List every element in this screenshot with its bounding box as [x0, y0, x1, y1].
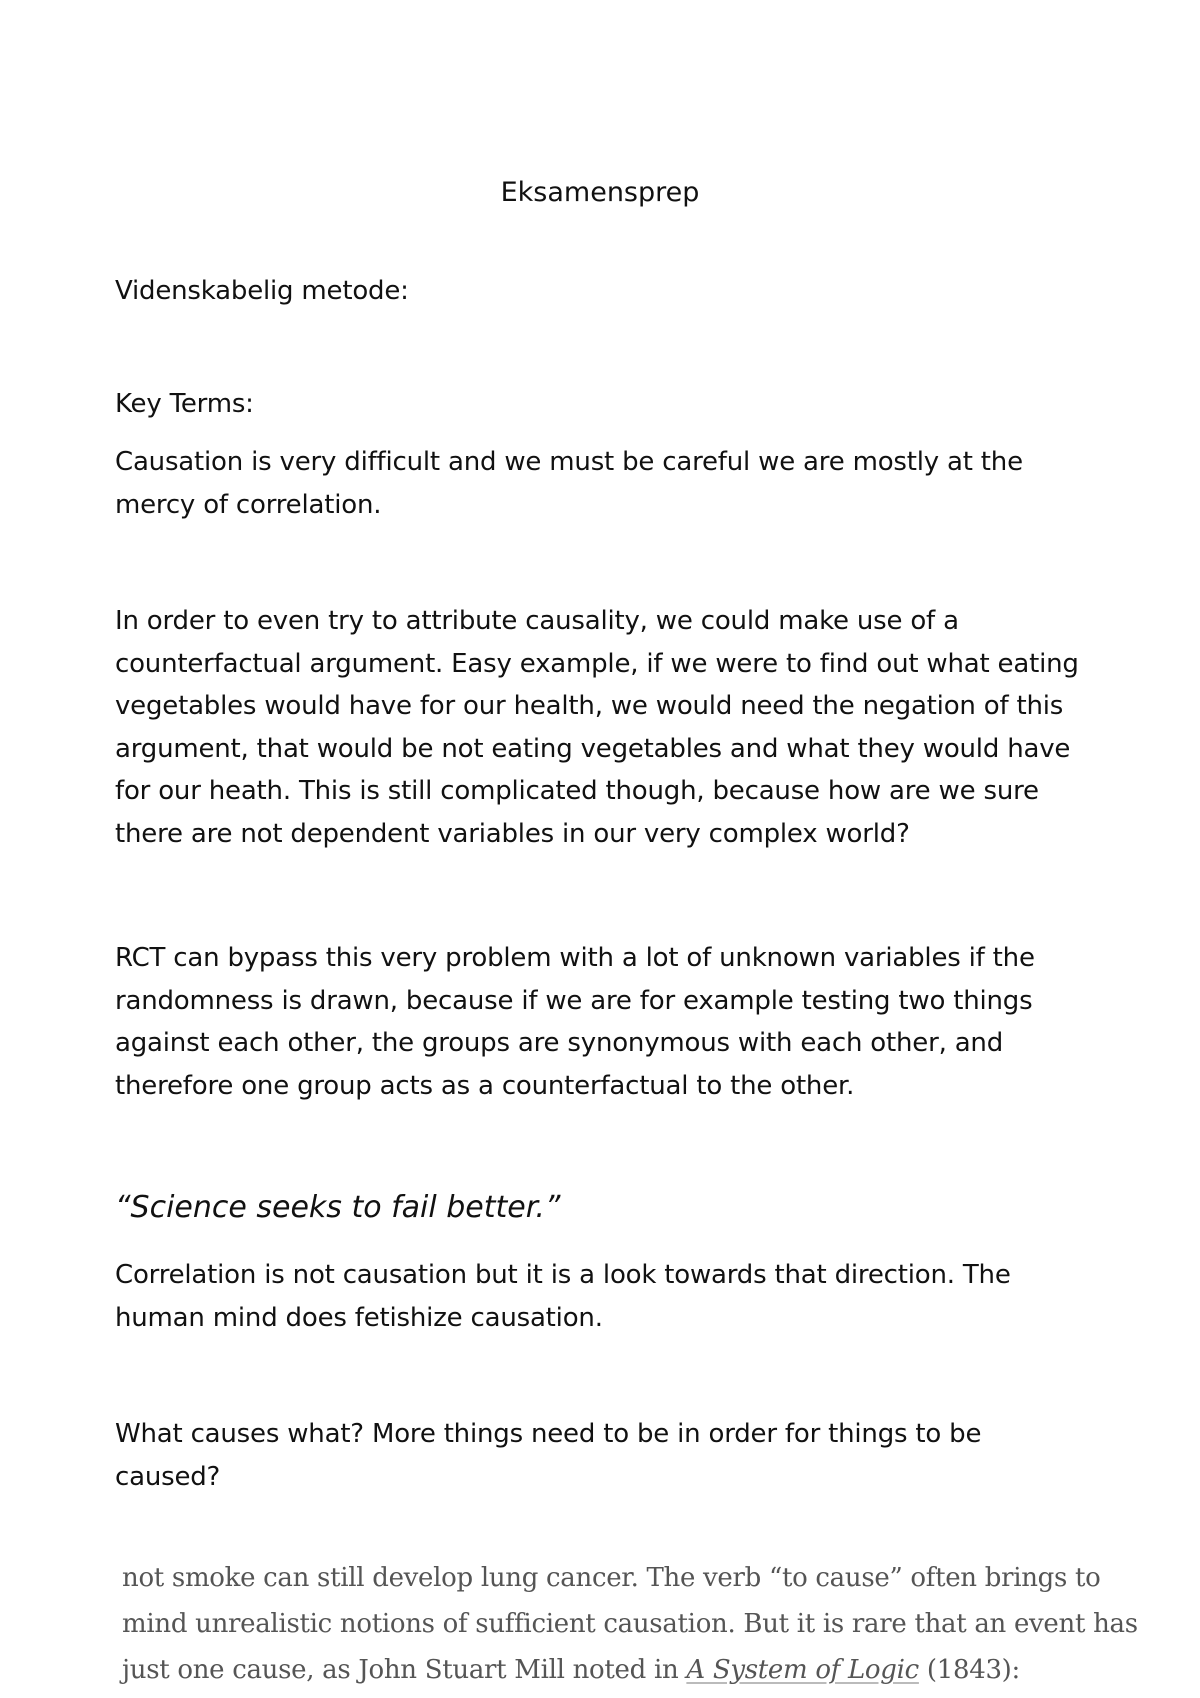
excerpt-line-3-suffix: (1843):	[918, 1655, 1020, 1685]
paragraph-counterfactual: In order to even try to attribute causality, we could make use of a counterfactual argument. Easy example, if we were to find out what eating vegetables would have for our health, we would need the negation of this argument, that would be not eating vegetables and what they would have for our heath. This is still complicated though, because how are we sure there are not dependent variables in our very complex world?	[115, 606, 1079, 849]
excerpt-line-3-prefix: just one cause, as John Stuart Mill noted in	[122, 1655, 687, 1685]
paragraph-rct: RCT can bypass this very problem with a lot of unknown variables if the randomness is drawn, because if we are for example testing two things against each other, the groups are synonymous with each other, and therefore one group acts as a counterfactual to the other.	[115, 943, 1035, 1101]
book-title-link[interactable]: A System of Logic	[686, 1655, 919, 1685]
key-terms-heading: Key Terms:	[115, 389, 254, 419]
paragraph-causation: Causation is very difficult and we must be careful we are mostly at the mercy of correlation.	[115, 447, 1023, 520]
section-heading: Videnskabelig metode:	[115, 276, 409, 306]
excerpt-line-3	[122, 1647, 1192, 1693]
book-excerpt	[122, 1555, 1192, 1693]
excerpt-line-1: not smoke can still develop lung cancer. The verb “to cause” often brings to	[122, 1563, 1101, 1593]
quote: “Science seeks to fail better.”	[115, 1190, 561, 1225]
excerpt-line-2: mind unrealistic notions of sufficient causation. But it is rare that an event has	[122, 1609, 1138, 1639]
paragraph-correlation: Correlation is not causation but it is a look towards that direction. The human mind does fetishize causation.	[115, 1260, 1011, 1333]
paragraph-question: What causes what? More things need to be in order for things to be caused?	[115, 1419, 982, 1492]
document-title: Eksamensprep	[500, 177, 700, 208]
